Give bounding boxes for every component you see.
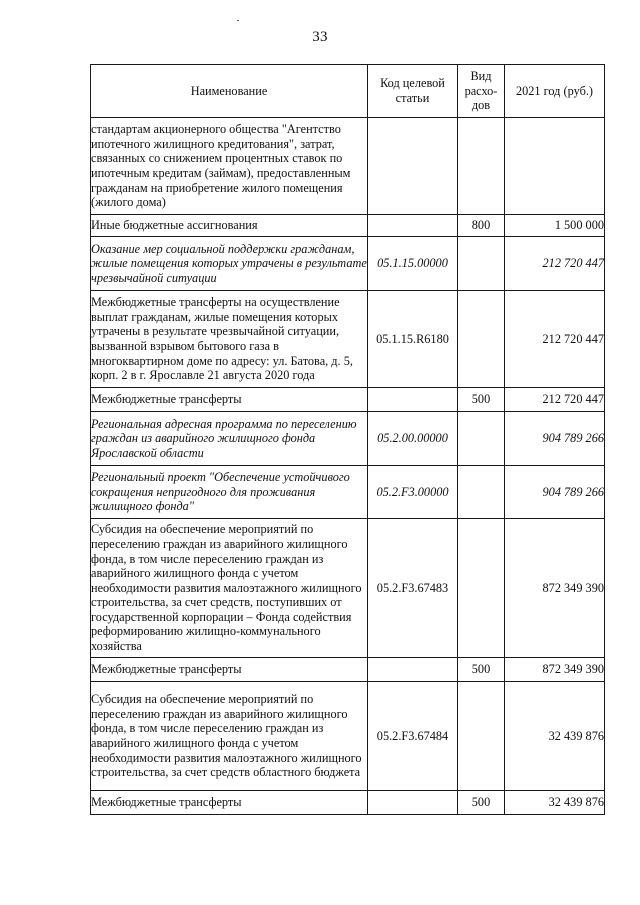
row-sum: 872 349 390: [505, 658, 605, 682]
table-row: [91, 237, 605, 291]
budget-table: [90, 64, 605, 815]
row-sum: 872 349 390: [505, 519, 605, 658]
table-row: [91, 682, 605, 791]
row-code: 05.2.F3.67484: [368, 682, 458, 791]
row-name: Субсидия на обеспечение мероприятий по переселению граждан из аварийного жилищного фонда, в том числе переселению граждан из аварийного жилищного фонда с учетом необходимости развития малоэтажного жилищного строительства, за счет средств, поступивших от государственной корпорации – Фонда содействия реформированию жилищно-коммунального хозяйства: [91, 519, 368, 658]
row-code: [368, 215, 458, 237]
row-sum: 212 720 447: [505, 291, 605, 388]
row-kind: [458, 118, 505, 215]
row-name: стандартам акционерного общества "Агентство ипотечного жилищного кредитования", затрат, связанных со снижением процентных ставок по ипотечным кредитам (займам), предоставленным гражданам на приобретение жилого помещения (жилого дома): [91, 118, 368, 215]
row-code: [368, 388, 458, 412]
table-row: [91, 291, 605, 388]
row-sum: 904 789 266: [505, 466, 605, 519]
row-code: 05.1.15.R6180: [368, 291, 458, 388]
table-row: [91, 791, 605, 815]
row-name: Межбюджетные трансферты на осуществление выплат гражданам, жилые помещения которых утрачены в результате чрезвычайной ситуации, вызванной взрывом бытового газа в многоквартирном доме по адресу: ул. Батова, д. 5, корп. 2 в г. Ярославле 21 августа 2020 года: [91, 291, 368, 388]
row-name: Субсидия на обеспечение мероприятий по переселению граждан из аварийного жилищного фонда, в том числе переселению граждан из аварийного жилищного фонда с учетом необходимости развития малоэтажного жилищного строительства, за счет средств областного бюджета: [91, 682, 368, 791]
table-row: [91, 118, 605, 215]
table-row: [91, 388, 605, 412]
row-code: [368, 118, 458, 215]
row-code: 05.2.00.00000: [368, 412, 458, 466]
row-name: Региональная адресная программа по переселению граждан из аварийного жилищного фонда Ярославской области: [91, 412, 368, 466]
header-name: Наименование: [91, 65, 368, 118]
row-name: Межбюджетные трансферты: [91, 658, 368, 682]
row-sum: 32 439 876: [505, 682, 605, 791]
table-row: [91, 412, 605, 466]
row-code: 05.2.F3.00000: [368, 466, 458, 519]
row-kind: [458, 412, 505, 466]
table-header-row: [91, 65, 605, 118]
row-kind: [458, 237, 505, 291]
row-sum: [505, 118, 605, 215]
row-code: [368, 791, 458, 815]
row-kind: [458, 682, 505, 791]
row-kind: 500: [458, 658, 505, 682]
row-name: Региональный проект "Обеспечение устойчивого сокращения непригодного для проживания жилищного фонда": [91, 466, 368, 519]
row-kind: 800: [458, 215, 505, 237]
row-name: Межбюджетные трансферты: [91, 388, 368, 412]
row-sum: 32 439 876: [505, 791, 605, 815]
row-kind: 500: [458, 791, 505, 815]
row-kind: [458, 466, 505, 519]
row-kind: 500: [458, 388, 505, 412]
page-number: 33: [312, 29, 328, 45]
table-row: [91, 658, 605, 682]
row-kind: [458, 291, 505, 388]
row-code: 05.1.15.00000: [368, 237, 458, 291]
table-row: [91, 519, 605, 658]
header-sum: 2021 год (руб.): [505, 65, 605, 118]
row-name: Оказание мер социальной поддержки гражданам, жилые помещения которых утрачены в результате чрезвычайной ситуации: [91, 237, 368, 291]
table-row: [91, 466, 605, 519]
row-kind: [458, 519, 505, 658]
row-code: 05.2.F3.67483: [368, 519, 458, 658]
row-sum: 904 789 266: [505, 412, 605, 466]
table-row: [91, 215, 605, 237]
header-code: Код целевой статьи: [368, 65, 458, 118]
row-sum: 212 720 447: [505, 237, 605, 291]
row-name: Иные бюджетные ассигнования: [91, 215, 368, 237]
row-sum: 212 720 447: [505, 388, 605, 412]
scan-speck: [237, 20, 239, 21]
row-name: Межбюджетные трансферты: [91, 791, 368, 815]
row-sum: 1 500 000: [505, 215, 605, 237]
row-code: [368, 658, 458, 682]
header-kind: Вид расхо-дов: [458, 65, 505, 118]
